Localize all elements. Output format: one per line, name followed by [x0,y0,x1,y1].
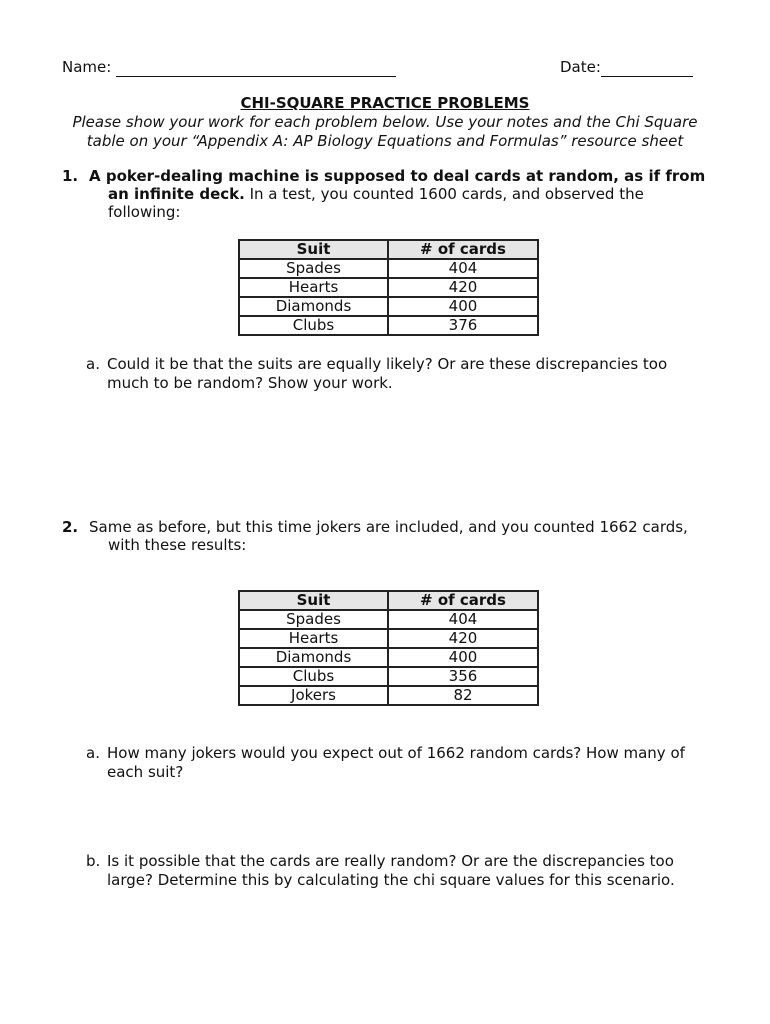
problem-1-number: 1. [62,167,79,185]
instructions-line1: Please show your work for each problem below. Use your notes and the Chi Square [72,113,698,131]
part-label: a. [86,355,100,373]
date-blank-line[interactable] [601,58,693,77]
table-cell-suit: Clubs [239,667,388,686]
name-field[interactable] [62,58,396,77]
part-a-line2: much to be random? Show your work. [107,374,393,392]
table-header-suit: Suit [239,591,388,610]
part-a-line1: Could it be that the suits are equally likely? Or are these discrepancies too [107,355,668,373]
table-cell-suit: Clubs [239,316,388,335]
table-cell-count: 82 [388,686,538,705]
problem-2-line1: Same as before, but this time jokers are included, and you counted 1662 cards, [89,518,688,536]
table-cell-count: 420 [388,278,538,297]
table-row [239,629,538,648]
date-label: Date: [560,58,601,76]
instructions-line2: table on your “Appendix A: AP Biology Equations and Formulas” resource sheet [86,132,684,150]
name-blank-line[interactable] [116,58,396,77]
table-cell-suit: Hearts [239,278,388,297]
table-cell-count: 400 [388,648,538,667]
table-cell-count: 404 [388,259,538,278]
problem-1-table [238,239,539,336]
part-b-line2: large? Determine this by calculating the chi square values for this scenario. [107,871,675,889]
part-a-line1: How many jokers would you expect out of 1662 random cards? How many of [107,744,685,762]
table-header-row [239,240,538,259]
table-cell-count: 420 [388,629,538,648]
page-title: CHI-SQUARE PRACTICE PROBLEMS [240,94,530,112]
table-cell-count: 404 [388,610,538,629]
date-field[interactable] [560,58,693,77]
problem-1-part-a [86,355,726,393]
table-row [239,259,538,278]
part-label: a. [86,744,100,762]
table-cell-count: 400 [388,297,538,316]
table-row [239,297,538,316]
table-row [239,278,538,297]
problem-1-rest-line2: In a test, you counted 1600 cards, and observed the [244,185,644,203]
problem-2-number: 2. [62,518,79,536]
part-label: b. [86,852,101,870]
part-a-line2: each suit? [107,763,184,781]
table-row [239,686,538,705]
table-row [239,610,538,629]
problem-2 [62,518,722,554]
instructions [55,113,715,151]
table-row [239,667,538,686]
problem-1-bold-line1: A poker-dealing machine is supposed to deal cards at random, as if from [89,167,706,185]
table-cell-suit: Diamonds [239,648,388,667]
table-header-row [239,591,538,610]
problem-2-part-b [86,852,726,890]
problem-2-part-a [86,744,726,782]
table-row [239,648,538,667]
table-cell-suit: Spades [239,259,388,278]
table-cell-suit: Spades [239,610,388,629]
problem-1-bold-line2: an infinite deck. [108,185,245,203]
table-cell-suit: Diamonds [239,297,388,316]
table-cell-suit: Jokers [239,686,388,705]
problem-2-line2: with these results: [108,536,247,554]
table-header-count: # of cards [388,240,538,259]
table-cell-count: 376 [388,316,538,335]
table-cell-suit: Hearts [239,629,388,648]
problem-1 [62,167,722,221]
table-cell-count: 356 [388,667,538,686]
problem-2-table [238,590,539,706]
table-row [239,316,538,335]
problem-1-line3: following: [108,203,181,221]
part-b-line1: Is it possible that the cards are really random? Or are the discrepancies too [107,852,674,870]
table-header-suit: Suit [239,240,388,259]
table-header-count: # of cards [388,591,538,610]
name-label: Name: [62,58,112,76]
